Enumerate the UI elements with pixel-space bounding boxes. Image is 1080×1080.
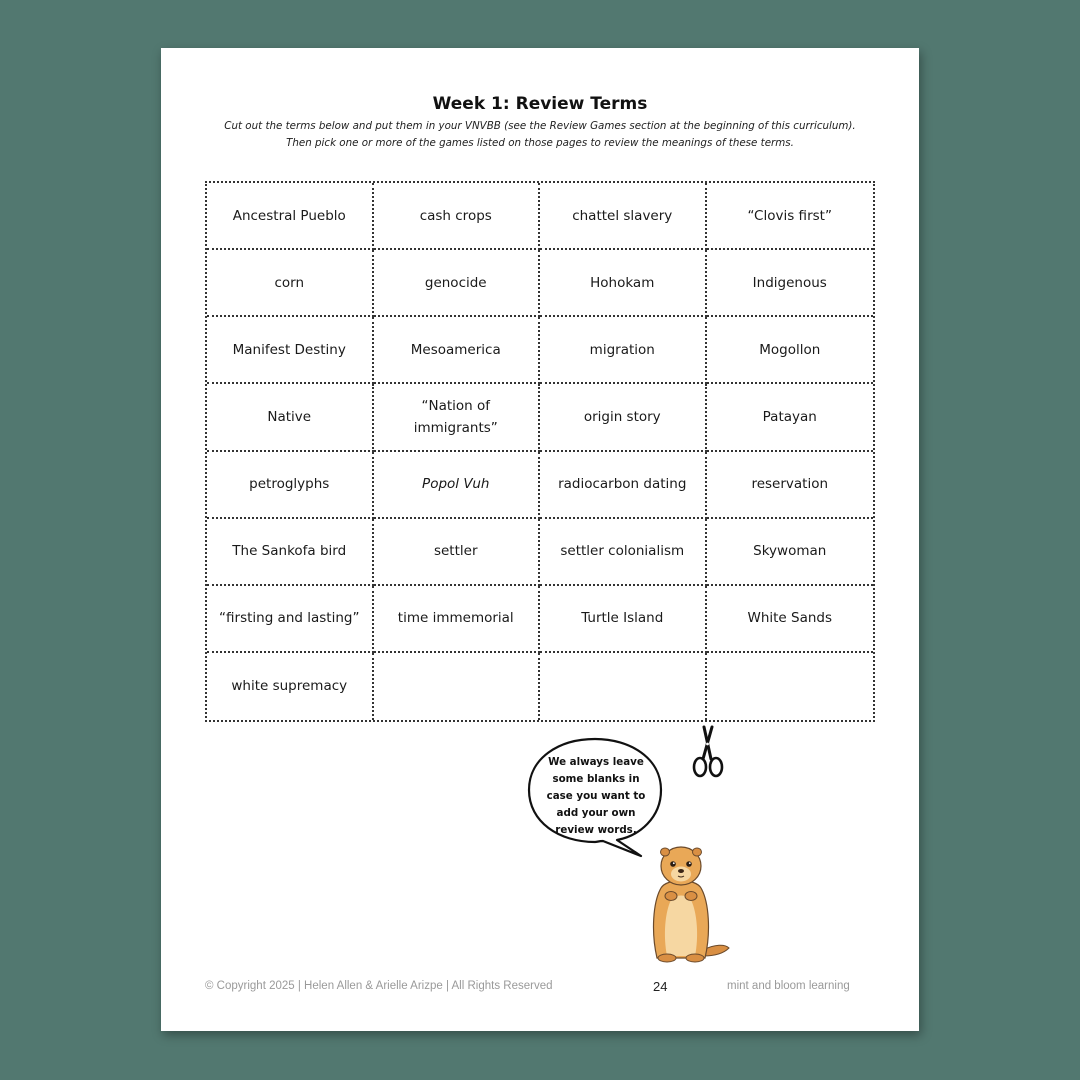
term-cell: Mesoamerica [374, 317, 541, 384]
term-cell: genocide [374, 250, 541, 317]
term-cell: reservation [707, 452, 874, 519]
blank-term-cell [374, 653, 541, 720]
term-cell: chattel slavery [540, 183, 707, 250]
scissors-icon [687, 725, 727, 781]
term-cell: settler [374, 519, 541, 586]
term-cell: Turtle Island [540, 586, 707, 653]
term-cell: settler colonialism [540, 519, 707, 586]
blank-term-cell [707, 653, 874, 720]
term-cell: “Clovis first” [707, 183, 874, 250]
term-cell: Manifest Destiny [207, 317, 374, 384]
term-cell: origin story [540, 384, 707, 451]
page-number: 24 [653, 979, 668, 994]
term-cell: White Sands [707, 586, 874, 653]
instructions-line-2: Then pick one or more of the games listed on those pages to review the meanings of these terms. [286, 137, 794, 149]
term-cell: Popol Vuh [374, 452, 541, 519]
page-title: Week 1: Review Terms [432, 94, 648, 114]
term-cell: Ancestral Pueblo [207, 183, 374, 250]
footer-copyright: © Copyright 2025 | Helen Allen & Arielle Arizpe | All Rights Reserved [205, 980, 553, 992]
terms-grid [205, 181, 875, 722]
term-cell: “firsting and lasting” [207, 586, 374, 653]
term-cell: migration [540, 317, 707, 384]
term-cell: “Nation of immigrants” [374, 384, 541, 451]
worksheet-page [161, 48, 919, 1031]
term-cell: corn [207, 250, 374, 317]
term-cell: Skywoman [707, 519, 874, 586]
footer-brand: mint and bloom learning [727, 980, 850, 992]
groundhog-illustration [637, 832, 733, 964]
instructions [191, 118, 889, 152]
term-cell: Native [207, 384, 374, 451]
term-cell: Mogollon [707, 317, 874, 384]
term-cell: Indigenous [707, 250, 874, 317]
instructions-line-1: Cut out the terms below and put them in your VNVBB (see the Review Games section at the beginning of this curriculum). [224, 120, 856, 132]
term-cell: time immemorial [374, 586, 541, 653]
blank-term-cell [540, 653, 707, 720]
term-cell: Patayan [707, 384, 874, 451]
term-cell: Hohokam [540, 250, 707, 317]
term-cell: radiocarbon dating [540, 452, 707, 519]
term-cell: white supremacy [207, 653, 374, 720]
term-cell: petroglyphs [207, 452, 374, 519]
term-cell: cash crops [374, 183, 541, 250]
term-cell: The Sankofa bird [207, 519, 374, 586]
speech-bubble-text: We always leave some blanks in case you want to add your own review words. [546, 756, 646, 836]
